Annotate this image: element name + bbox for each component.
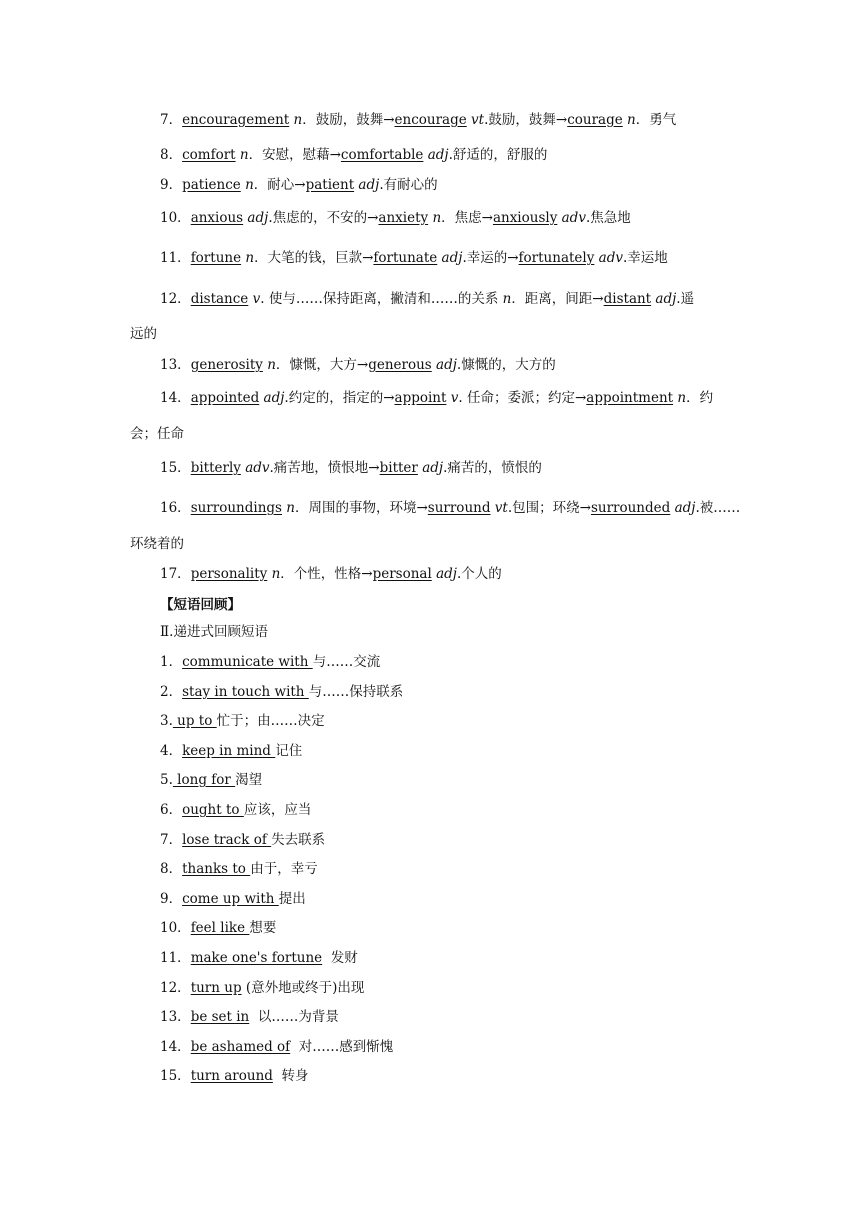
vocab-word: bitterly bbox=[190, 460, 241, 476]
vocab-word: distance bbox=[190, 291, 249, 307]
vocab-word: encouragement bbox=[182, 112, 290, 128]
part-of-speech: adj bbox=[436, 357, 457, 373]
vocab-entry bbox=[160, 176, 735, 194]
entry-number: 8． bbox=[160, 147, 183, 163]
vocab-word: appointment bbox=[586, 390, 674, 406]
part-of-speech: adj bbox=[247, 210, 269, 226]
vocab-word: comfortable bbox=[340, 147, 424, 163]
vocab-word: patient bbox=[305, 177, 355, 193]
entry-number: 14． bbox=[160, 390, 191, 406]
vocab-word: fortunate bbox=[373, 250, 438, 266]
definition-text: .包围；环绕→ bbox=[507, 500, 591, 516]
part-of-speech: vt bbox=[471, 112, 485, 128]
phrase-text: turn up bbox=[190, 980, 242, 996]
part-of-speech: adj bbox=[436, 566, 457, 582]
part-of-speech: n bbox=[432, 210, 442, 226]
definition-text: .幸运的→ bbox=[462, 250, 519, 266]
phrase-entry bbox=[160, 979, 735, 997]
vocab-word: courage bbox=[567, 112, 623, 128]
vocab-word: surrounded bbox=[590, 500, 671, 516]
vocab-entry bbox=[160, 389, 735, 407]
vocab-entry bbox=[160, 499, 741, 517]
phrase-text: turn around bbox=[190, 1068, 273, 1084]
part-of-speech: adj bbox=[655, 291, 677, 307]
vocab-word: surround bbox=[427, 500, 491, 516]
entry-number: 4． bbox=[160, 743, 183, 759]
part-of-speech: adv bbox=[245, 460, 270, 476]
part-of-speech: adj bbox=[422, 460, 444, 476]
part-of-speech: adj bbox=[427, 147, 449, 163]
phrase-entry bbox=[160, 1038, 735, 1056]
definition-text: .被…… bbox=[695, 500, 741, 516]
vocab-word: personality bbox=[190, 566, 268, 582]
vocab-word: bitter bbox=[379, 460, 418, 476]
vocab-word: anxiously bbox=[492, 210, 558, 226]
vocab-entry bbox=[160, 249, 735, 267]
vocab-entry-continuation: 会；任命 bbox=[130, 426, 184, 442]
definition-text: .痛苦地，愤恨地→ bbox=[269, 460, 380, 476]
part-of-speech: n bbox=[267, 357, 276, 373]
part-of-speech: adj bbox=[263, 390, 285, 406]
vocab-entry bbox=[160, 111, 735, 129]
entry-number: 9． bbox=[160, 177, 183, 193]
part-of-speech: n bbox=[293, 112, 303, 128]
phrase-entry bbox=[160, 860, 735, 878]
phrase-entry bbox=[160, 771, 735, 789]
phrase-entry bbox=[160, 949, 735, 967]
definition-text: .鼓励，鼓舞→ bbox=[484, 112, 568, 128]
entry-number: 13． bbox=[160, 357, 191, 373]
phrase-meaning: 忙于；由……决定 bbox=[216, 713, 325, 729]
phrase-text: feel like bbox=[190, 920, 250, 936]
part-of-speech: adj bbox=[674, 500, 696, 516]
phrase-text: stay in touch with bbox=[182, 684, 309, 700]
definition-text: .个人的 bbox=[456, 566, 502, 582]
entry-number: 7． bbox=[160, 112, 183, 128]
part-of-speech: n bbox=[677, 390, 687, 406]
definition-text: .慷慨的，大方的 bbox=[456, 357, 556, 373]
definition-text: ．大笔的钱，巨款→ bbox=[254, 250, 374, 266]
definition-text: ．约 bbox=[686, 390, 714, 406]
vocab-word: generosity bbox=[190, 357, 263, 373]
phrase-entry bbox=[160, 712, 735, 730]
phrase-meaning: 应该，应当 bbox=[243, 802, 312, 818]
part-of-speech: v bbox=[252, 291, 261, 307]
part-of-speech: n bbox=[286, 500, 295, 516]
part-of-speech: adv bbox=[561, 210, 586, 226]
entry-number: 11． bbox=[160, 950, 191, 966]
vocab-entry bbox=[160, 356, 735, 374]
vocab-entry bbox=[160, 459, 735, 477]
definition-text: ．周围的事物，环境→ bbox=[294, 500, 428, 516]
entry-number: 10． bbox=[160, 210, 191, 226]
part-of-speech: n bbox=[239, 147, 249, 163]
phrase-entry bbox=[160, 1067, 735, 1085]
definition-text: .舒适的，舒服的 bbox=[448, 147, 548, 163]
phrase-meaning: 失去联系 bbox=[271, 832, 326, 848]
phrase-text: ought to bbox=[182, 802, 244, 818]
vocab-word: surroundings bbox=[190, 500, 282, 516]
vocab-word: appoint bbox=[394, 390, 447, 406]
entry-number: 3. bbox=[160, 713, 173, 729]
part-of-speech: vt bbox=[494, 500, 508, 516]
phrase-entry bbox=[160, 919, 735, 937]
definition-text: ．鼓励，鼓舞→ bbox=[302, 112, 395, 128]
phrase-entry bbox=[160, 742, 735, 760]
entry-number: 12． bbox=[160, 980, 191, 996]
phrase-text: up to bbox=[172, 713, 217, 729]
entry-number: 15． bbox=[160, 460, 191, 476]
definition-text: ．距离，间距→ bbox=[511, 291, 604, 307]
subheading: Ⅱ.递进式回顾短语 bbox=[160, 624, 268, 640]
vocab-word: patience bbox=[182, 177, 241, 193]
phrase-meaning: 提出 bbox=[278, 891, 306, 907]
phrase-text: thanks to bbox=[182, 861, 251, 877]
entry-number: 1． bbox=[160, 654, 183, 670]
entry-number: 14． bbox=[160, 1039, 191, 1055]
vocab-entry-continuation: 远的 bbox=[130, 326, 157, 342]
entry-number: 6． bbox=[160, 802, 183, 818]
entry-number: 17． bbox=[160, 566, 191, 582]
definition-text: .幸运地 bbox=[622, 250, 668, 266]
part-of-speech: n bbox=[271, 566, 281, 582]
phrase-entry bbox=[160, 831, 735, 849]
entry-number: 15． bbox=[160, 1068, 191, 1084]
phrase-entry bbox=[160, 801, 735, 819]
part-of-speech: n bbox=[245, 250, 255, 266]
vocab-word: anxiety bbox=[378, 210, 429, 226]
phrase-entry bbox=[160, 653, 735, 671]
part-of-speech: n bbox=[245, 177, 254, 193]
vocab-word: fortune bbox=[190, 250, 242, 266]
part-of-speech: adj bbox=[441, 250, 463, 266]
vocab-word: personal bbox=[372, 566, 432, 582]
vocab-entry bbox=[160, 146, 735, 164]
phrase-text: be set in bbox=[190, 1009, 250, 1025]
vocab-word: fortunately bbox=[518, 250, 595, 266]
phrase-meaning: 转身 bbox=[272, 1068, 309, 1084]
definition-text: ．安慰，慰藉→ bbox=[248, 147, 341, 163]
entry-number: 8． bbox=[160, 861, 183, 877]
entry-number: 13． bbox=[160, 1009, 191, 1025]
entry-number: 10． bbox=[160, 920, 191, 936]
phrase-meaning: 发财 bbox=[322, 950, 358, 966]
definition-text: .约定的，指定的→ bbox=[284, 390, 395, 406]
part-of-speech: n bbox=[627, 112, 636, 128]
definition-text: ．勇气 bbox=[635, 112, 677, 128]
phrase-entry bbox=[160, 683, 735, 701]
vocab-word: comfort bbox=[182, 147, 236, 163]
phrase-meaning: 与……保持联系 bbox=[308, 684, 404, 700]
vocab-entry-continuation: 环绕着的 bbox=[130, 536, 184, 552]
entry-number: 5. bbox=[160, 772, 173, 788]
definition-text: ．耐心→ bbox=[253, 177, 306, 193]
part-of-speech: adv bbox=[598, 250, 623, 266]
phrase-entry bbox=[160, 1008, 735, 1026]
phrase-text: communicate with bbox=[182, 654, 313, 670]
definition-text: ．焦虑→ bbox=[441, 210, 493, 226]
vocab-word: distant bbox=[603, 291, 652, 307]
phrase-meaning: 记住 bbox=[275, 743, 303, 759]
part-of-speech: v bbox=[450, 390, 459, 406]
vocab-entry bbox=[160, 290, 735, 308]
section-heading: 【短语回顾】 bbox=[160, 597, 241, 613]
vocab-entry bbox=[160, 565, 735, 583]
phrase-meaning: 与……交流 bbox=[312, 654, 381, 670]
vocab-word: appointed bbox=[190, 390, 260, 406]
phrase-text: lose track of bbox=[182, 832, 272, 848]
phrase-text: come up with bbox=[182, 891, 279, 907]
vocab-word: generous bbox=[368, 357, 432, 373]
phrase-meaning: 由于，幸亏 bbox=[250, 861, 318, 877]
entry-number: 11． bbox=[160, 250, 191, 266]
definition-text: ．慷慨，大方→ bbox=[275, 357, 369, 373]
phrase-meaning: 渴望 bbox=[235, 772, 263, 788]
definition-text: .有耐心的 bbox=[379, 177, 438, 193]
vocab-word: encourage bbox=[394, 112, 467, 128]
phrase-meaning: (意外地或终于)出现 bbox=[241, 980, 365, 996]
phrase-entry bbox=[160, 890, 735, 908]
definition-text: .焦虑的，不安的→ bbox=[268, 210, 379, 226]
phrase-text: keep in mind bbox=[182, 743, 276, 759]
phrase-text: make one's fortune bbox=[190, 950, 323, 966]
vocab-entry bbox=[160, 209, 735, 227]
entry-number: 7． bbox=[160, 832, 183, 848]
phrase-meaning: 对……感到惭愧 bbox=[290, 1039, 394, 1055]
part-of-speech: adj bbox=[358, 177, 380, 193]
part-of-speech: n bbox=[502, 291, 512, 307]
definition-text: .焦急地 bbox=[585, 210, 631, 226]
entry-number: 12． bbox=[160, 291, 191, 307]
definition-text: .遥 bbox=[676, 291, 695, 307]
phrase-meaning: 以……为背景 bbox=[249, 1009, 339, 1025]
phrase-meaning: 想要 bbox=[249, 920, 277, 936]
definition-text: . 任命；委派；约定→ bbox=[458, 390, 587, 406]
definition-text: .痛苦的，愤恨的 bbox=[443, 460, 542, 476]
entry-number: 2． bbox=[160, 684, 183, 700]
vocab-word: anxious bbox=[190, 210, 244, 226]
definition-text: ．个性，性格→ bbox=[280, 566, 373, 582]
phrase-text: be ashamed of bbox=[190, 1039, 291, 1055]
entry-number: 16． bbox=[160, 500, 191, 516]
entry-number: 9． bbox=[160, 891, 183, 907]
definition-text: . 使与……保持距离，撇清和……的关系 bbox=[260, 291, 503, 307]
phrase-text: long for bbox=[172, 772, 236, 788]
